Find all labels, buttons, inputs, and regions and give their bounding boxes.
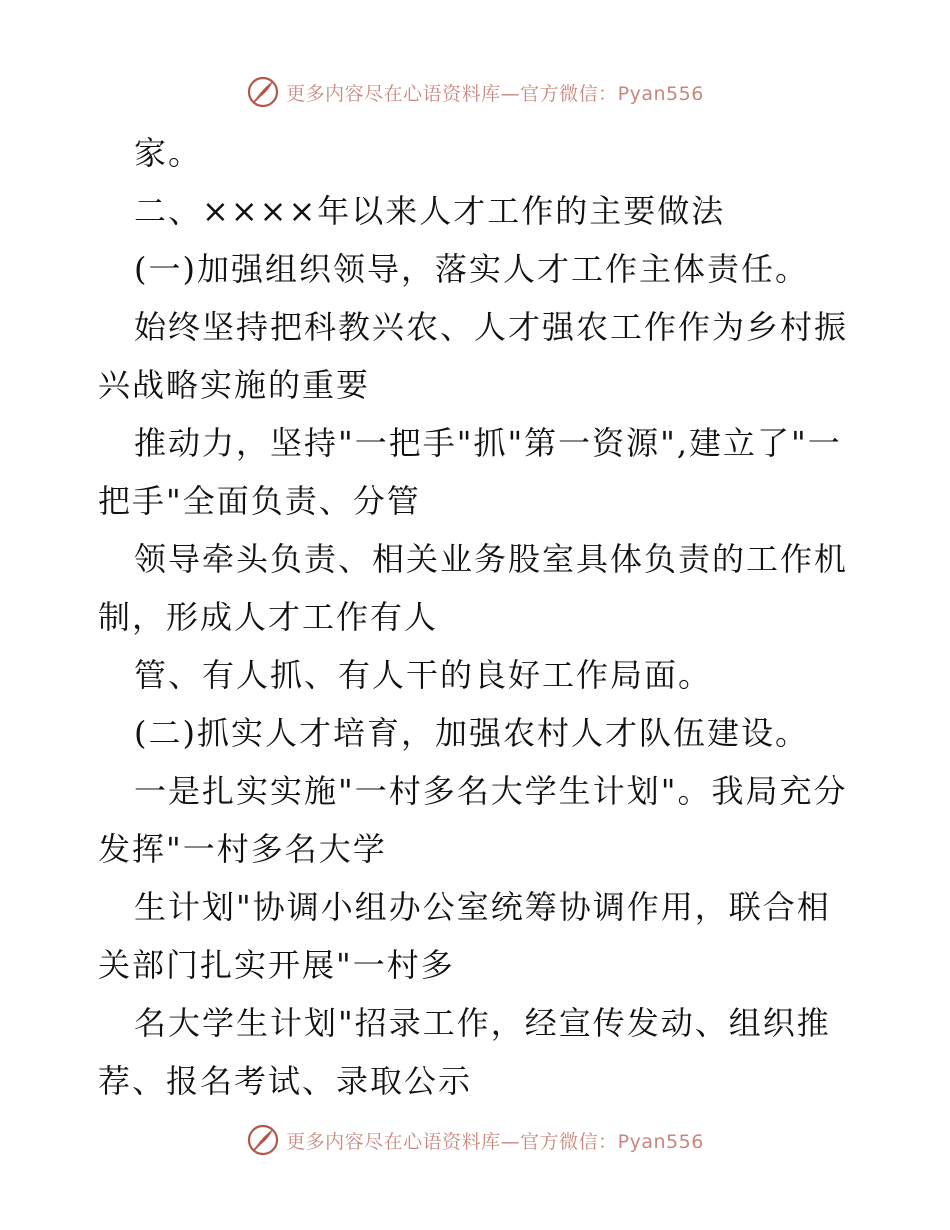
text-line: 把手"全面负责、分管 bbox=[98, 482, 421, 520]
header-watermark bbox=[0, 72, 950, 112]
document-body bbox=[98, 124, 858, 1110]
text-line: 始终坚持把科教兴农、人才强农工作作为乡村振 bbox=[134, 308, 849, 346]
text-line: 领导牵头负责、相关业务股室具体负责的工作机 bbox=[134, 540, 849, 578]
feather-seal-logo-icon bbox=[246, 75, 280, 109]
section-heading: 二、××××年以来人才工作的主要做法 bbox=[134, 192, 726, 230]
text-line: 一是扎实实施"一村多名大学生计划"。我局充分 bbox=[134, 772, 848, 810]
text-line: 发挥"一村多名大学 bbox=[98, 830, 387, 868]
text-line: 荐、报名考试、录取公示 bbox=[98, 1062, 473, 1100]
subsection-heading: (一)加强组织领导，落实人才工作主体责任。 bbox=[134, 250, 809, 288]
text-line: 名大学生计划"招录工作，经宣传发动、组织推 bbox=[134, 1004, 831, 1042]
text-line: 家。 bbox=[134, 134, 203, 172]
text-line: 制，形成人才工作有人 bbox=[98, 598, 439, 636]
text-line: 兴战略实施的重要 bbox=[98, 366, 371, 404]
footer-watermark bbox=[0, 1120, 950, 1160]
text-line: 关部门扎实开展"一村多 bbox=[98, 946, 455, 984]
watermark-text: 更多内容尽在心语资料库—官方微信：Pyan556 bbox=[286, 82, 704, 105]
feather-seal-logo-icon bbox=[246, 1123, 280, 1157]
text-line: 管、有人抓、有人干的良好工作局面。 bbox=[134, 656, 713, 694]
subsection-heading: (二)抓实人才培育，加强农村人才队伍建设。 bbox=[134, 714, 809, 752]
text-line: 推动力，坚持"一把手"抓"第一资源",建立了"一 bbox=[134, 424, 842, 462]
text-line: 生计划"协调小组办公室统筹协调作用，联合相 bbox=[134, 888, 831, 926]
watermark-text: 更多内容尽在心语资料库—官方微信：Pyan556 bbox=[286, 1130, 704, 1153]
